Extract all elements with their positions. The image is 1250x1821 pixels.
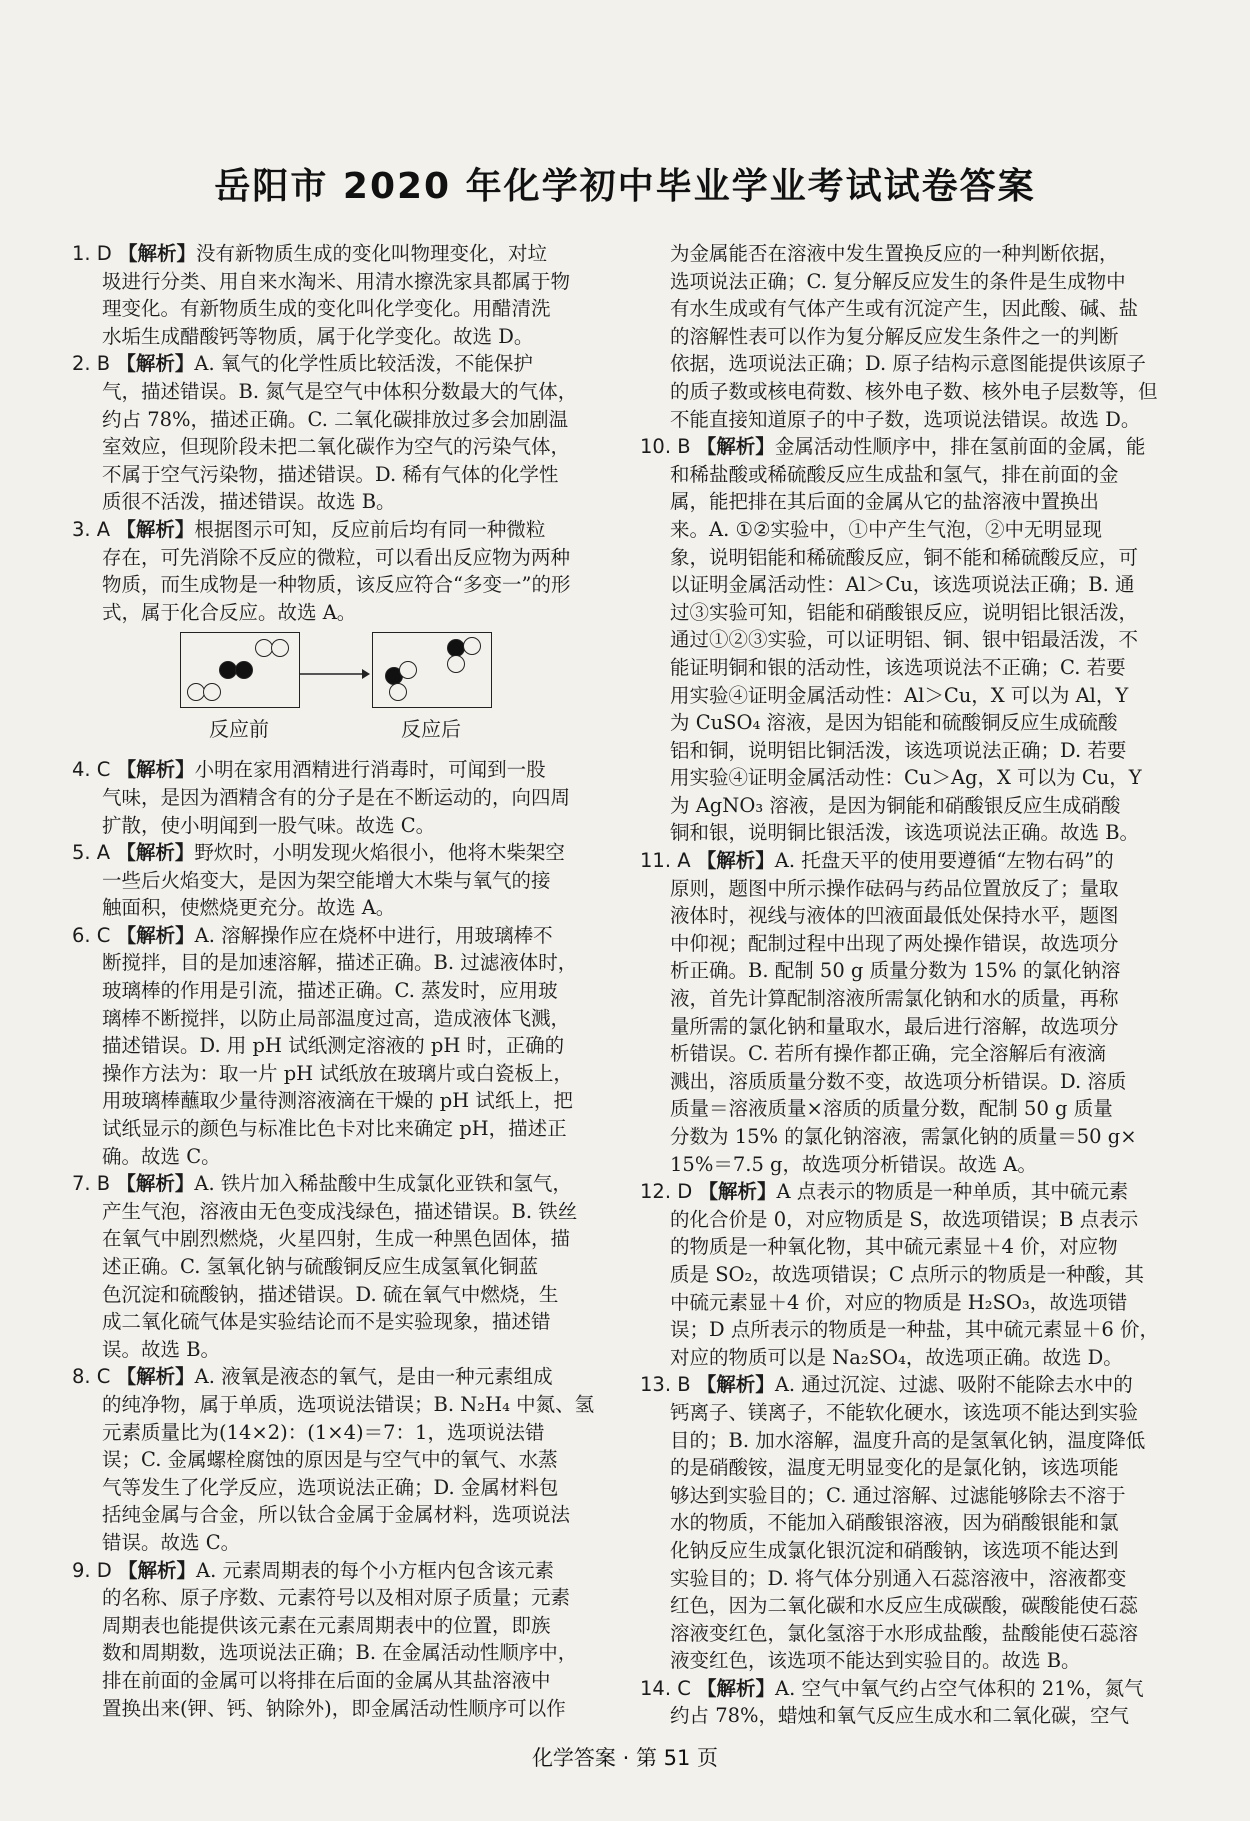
answer-text-line: 的质子数或核电荷数、核外电子数、核外电子层数等，但	[670, 379, 1158, 403]
analysis-tag: 【解析】	[118, 242, 197, 265]
answer-text-line: 气味，是因为酒精含有的分子是在不断运动的，向四周	[102, 785, 571, 809]
answer-number: 10. B	[640, 435, 691, 459]
answer-text-line: 的化合价是 0，对应物质是 S，故选项错误；B 点表示	[670, 1207, 1139, 1231]
answer-text-line: 中仰视；配制过程中出现了两处操作错误，故选项分	[670, 931, 1119, 955]
answer-text-line: 述正确。C. 氢氧化钠与硫酸铜反应生成氢氧化铜蓝	[102, 1255, 539, 1278]
page-title: 岳阳市 2020 年化学初中毕业学业考试试卷答案	[214, 166, 1036, 207]
answer-text-line: 15%＝7.5 g，故选项分析错误。故选 A。	[670, 1152, 1037, 1176]
answer-text-line: 一些后火焰变大，是因为架空能增大木柴与氧气的接	[102, 868, 551, 892]
answer-text-line: 不能直接知道原子的中子数，选项说法错误。故选 D。	[670, 407, 1141, 431]
answer-text-line: 扩散，使小明闻到一股气味。故选 C。	[102, 813, 436, 837]
right-column	[640, 240, 1165, 1730]
answer-item	[72, 1557, 598, 1585]
answer-number: 5. A	[72, 841, 111, 865]
answer-text-line: 析错误。C. 若所有操作都正确，完全溶解后有液滴	[670, 1042, 1107, 1066]
answer-text-line: 红色，因为二氧化碳和水反应生成碳酸，碳酸能使石蕊	[670, 1594, 1139, 1618]
answer-text-line: 圾进行分类、用自来水淘米、用清水擦洗家具都属于物	[102, 269, 571, 293]
answer-text-line: 依据，选项说法正确；D. 原子结构示意图能提供该原子	[670, 352, 1146, 376]
answer-text-line: 物质，而生成物是一种物质，该反应符合“多变一”的形	[102, 573, 571, 597]
answer-text-line: 室效应，但现阶段未把二氧化碳作为空气的污染气体，	[102, 435, 571, 459]
answer-text-line: 液变红色，该选项不能达到实验目的。故选 B。	[670, 1649, 1081, 1673]
answer-text-line: 色沉淀和硫酸钠，描述错误。D. 硫在氧气中燃烧，生	[102, 1282, 559, 1306]
answer-number: 11. A	[640, 849, 691, 873]
analysis-tag: 【解析】	[116, 517, 195, 541]
answer-text-line: 能证明铜和银的活动性，该选项说法不正确；C. 若要	[670, 655, 1126, 679]
answer-text-line: 产生气泡，溶液由无色变成浅绿色，描述错误。B. 铁丝	[102, 1199, 578, 1223]
answer-number: 3. A	[72, 517, 111, 541]
answer-text-line: 元素质量比为(14×2)：(1×4)＝7：1，选项说法错	[102, 1420, 545, 1444]
answer-text-line: 水的物质，不能加入硝酸银溶液，因为硝酸银能和氯	[670, 1511, 1119, 1535]
arrow-icon	[300, 668, 370, 680]
answer-text-line: 的纯净物，属于单质，选项说法错误；B. N₂H₄ 中氮、氢	[102, 1392, 595, 1416]
answer-number: 9. D	[72, 1558, 112, 1582]
answer-text-line: 用实验④证明金属活动性：Cu＞Ag，X 可以为 Cu，Y	[670, 766, 1142, 790]
answer-text-line: 过③实验可知，铝能和硝酸银反应，说明铝比银活泼，	[670, 600, 1139, 624]
white-atom	[271, 639, 289, 657]
page-footer: 化学答案 · 第 51 页	[531, 1746, 719, 1770]
answer-item	[72, 1363, 598, 1391]
analysis-tag: 【解析】	[116, 758, 195, 782]
answer-text-line: 排在前面的金属可以将排在后面的金属从其盐溶液中	[102, 1668, 551, 1692]
analysis-tag: 【解析】	[697, 1676, 776, 1700]
answer-text-line: 气等发生了化学反应，选项说法正确；D. 金属材料包	[102, 1475, 559, 1499]
answer-number: 6. C	[72, 923, 111, 947]
answer-text: A 点表示的物质是一种单质，其中硫元素	[776, 1180, 1129, 1204]
answer-text-line: 为金属能否在溶液中发生置换反应的一种判断依据，	[670, 242, 1119, 265]
answer-text: A. 托盘天平的使用要遵循“左物右码”的	[774, 849, 1114, 873]
answer-text-line: 试纸显示的颜色与标准比色卡对比来确定 pH，描述正	[102, 1117, 567, 1141]
answer-text: A. 通过沉淀、过滤、吸附不能除去水中的	[774, 1373, 1133, 1397]
answer-text-line: 质很不活泼，描述错误。故选 B。	[102, 490, 396, 514]
answer-text: 野炊时，小明发现火焰很小，他将木柴架空	[194, 841, 565, 865]
white-atom	[463, 637, 481, 655]
answer-number: 14. C	[640, 1676, 691, 1700]
answer-text-line: 溶液变红色，氯化氢溶于水形成盐酸，盐酸能使石蕊溶	[670, 1621, 1139, 1645]
answer-text: 没有新物质生成的变化叫物理变化，对垃	[196, 242, 548, 265]
answer-text: A. 空气中氧气约占空气体积的 21%，氮气	[775, 1676, 1144, 1700]
answer-text-line: 成二氧化硫气体是实验结论而不是实验现象，描述错	[102, 1310, 551, 1334]
analysis-tag: 【解析】	[116, 841, 195, 865]
answer-text-line: 置换出来(钾、钙、钠除外)，即金属活动性顺序可以作	[102, 1696, 566, 1720]
answer-text: A. 铁片加入稀盐酸中生成氯化亚铁和氢气，	[194, 1172, 572, 1196]
answer-text-line: 确。故选 C。	[102, 1144, 221, 1168]
answer-item	[640, 1371, 1165, 1399]
white-atom	[203, 683, 221, 701]
answer-text-line: 对应的物质可以是 Na₂SO₄，故选项正确。故选 D。	[670, 1345, 1123, 1369]
answer-text-line: 的物质是一种氧化物，其中硫元素显＋4 价，对应物	[670, 1235, 1118, 1259]
black-atom	[235, 661, 253, 679]
answer-text-line: 通过①②③实验，可以证明铝、铜、银中铝最活泼，不	[670, 628, 1139, 652]
answer-text-line: 式，属于化合反应。故选 A。	[102, 600, 357, 624]
answer-item	[640, 1178, 1165, 1206]
answer-text-line: 触面积，使燃烧更充分。故选 A。	[102, 896, 396, 920]
answer-text-line: 铜和银，说明铜比银活泼，该选项说法正确。故选 B。	[670, 821, 1140, 845]
answer-text-line: 的溶解性表可以作为复分解反应发生条件之一的判断	[670, 324, 1119, 348]
answer-text-line: 化钠反应生成氯化银沉淀和硝酸钠，该选项不能达到	[670, 1538, 1119, 1562]
reaction-diagram	[72, 632, 598, 750]
answer-text-line: 以证明金属活动性：Al＞Cu，该选项说法正确；B. 通	[670, 573, 1135, 597]
analysis-tag: 【解析】	[116, 1365, 195, 1389]
answer-text-line: 为 AgNO₃ 溶液，是因为铜能和硝酸银反应生成硝酸	[670, 793, 1121, 817]
white-atom	[447, 655, 465, 673]
answer-text-line: 误。故选 B。	[102, 1337, 221, 1361]
answer-text-line: 目的；B. 加水溶解，温度升高的是氢氧化钠，温度降低	[670, 1428, 1146, 1452]
analysis-tag: 【解析】	[696, 1373, 775, 1397]
answer-text-line: 误；D 点所表示的物质是一种盐，其中硫元素显＋6 价，	[670, 1318, 1159, 1342]
answer-text-line: 有水生成或有气体产生或有沉淀产生，因此酸、碱、盐	[670, 297, 1139, 321]
answer-text-line: 璃棒不断搅拌，以防止局部温度过高，造成液体飞溅，	[102, 1006, 571, 1030]
answer-text-line: 理变化。有新物质生成的变化叫化学变化。用醋清洗	[102, 297, 551, 321]
answer-text-line: 的名称、原子序数、元素符号以及相对原子质量；元素	[102, 1586, 571, 1610]
answer-number: 13. B	[640, 1373, 691, 1397]
left-column	[72, 240, 598, 1722]
answer-text-line: 操作方法为：取一片 pH 试纸放在玻璃片或白瓷板上，	[102, 1061, 573, 1085]
answer-text-line: 和稀盐酸或稀硫酸反应生成盐和氢气，排在前面的金	[670, 462, 1119, 486]
answer-text-line: 玻璃棒的作用是引流，描述正确。C. 蒸发时，应用玻	[102, 979, 558, 1003]
answer-text-line: 错误。故选 C。	[102, 1530, 241, 1554]
answer-text-line: 实验目的；D. 将气体分别通入石蕊溶液中，溶液都变	[670, 1566, 1127, 1590]
answer-text: A. 溶解操作应在烧杯中进行，用玻璃棒不	[194, 923, 553, 947]
answer-text-line: 象，说明铝能和稀硫酸反应，铜不能和稀硫酸反应，可	[670, 545, 1139, 569]
analysis-tag: 【解析】	[696, 849, 775, 873]
answer-text-line: 分数为 15% 的氯化钠溶液，需氯化钠的质量＝50 g×	[670, 1125, 1137, 1148]
answer-item	[72, 922, 598, 950]
answer-text-line: 用实验④证明金属活动性：Al＞Cu，X 可以为 Al，Y	[670, 683, 1129, 707]
answer-text-line: 周期表也能提供该元素在元素周期表中的位置，即族	[102, 1613, 551, 1637]
answer-text-line: 括纯金属与合金，所以钛合金属于金属材料，选项说法	[102, 1503, 571, 1527]
answer-text-line: 在氧气中剧烈燃烧，火星四射，生成一种黑色固体，描	[102, 1227, 571, 1251]
answer-text-line: 原则，题图中所示操作砝码与药品位置放反了；量取	[670, 876, 1119, 900]
answer-text-line: 质量＝溶液质量×溶质的质量分数，配制 50 g 质量	[670, 1097, 1113, 1121]
answer-number: 2. B	[72, 352, 111, 376]
answer-text-line: 的是硝酸铵，温度无明显变化的是氯化钠，该选项能	[670, 1456, 1119, 1480]
answer-item	[72, 516, 598, 544]
answer-item	[72, 839, 598, 867]
answer-text: 金属活动性顺序中，排在氢前面的金属，能	[774, 435, 1146, 459]
answer-text-line: 约占 78%，蜡烛和氧气反应生成水和二氧化碳，空气	[670, 1704, 1130, 1728]
analysis-tag: 【解析】	[116, 923, 195, 947]
answer-text: A. 氧气的化学性质比较活泼，不能保护	[194, 352, 533, 376]
after-label: 反应后	[401, 717, 461, 742]
answer-text: 根据图示可知，反应前后均有同一种微粒	[194, 517, 546, 541]
answer-text-line: 数和周期数，选项说法正确；B. 在金属活动性顺序中，	[102, 1641, 578, 1665]
answer-item	[72, 1170, 598, 1198]
answer-text-line: 析正确。B. 配制 50 g 质量分数为 15% 的氯化钠溶	[670, 959, 1121, 983]
answer-text-line: 断搅拌，目的是加速溶解，描述正确。B. 过滤液体时，	[102, 951, 578, 975]
analysis-tag: 【解析】	[696, 435, 775, 459]
answer-item	[640, 433, 1165, 461]
answer-item	[72, 350, 598, 378]
analysis-tag: 【解析】	[698, 1180, 777, 1204]
answer-item	[640, 847, 1165, 875]
answer-text-line: 不属于空气污染物，描述错误。D. 稀有气体的化学性	[102, 462, 559, 486]
answer-number: 4. C	[72, 758, 111, 782]
analysis-tag: 【解析】	[116, 352, 195, 376]
answer-text-line: 约占 78%，描述正确。C. 二氧化碳排放过多会加剧温	[102, 407, 569, 431]
after-box	[372, 632, 492, 708]
answer-text-line: 量所需的氯化钠和量取水，最后进行溶解，故选项分	[670, 1014, 1119, 1038]
answer-text-line: 为 CuSO₄ 溶液，是因为铝能和硫酸铜反应生成硫酸	[670, 711, 1118, 735]
answer-item	[72, 756, 598, 784]
answer-text-line: 溅出，溶质质量分数不变，故选项分析错误。D. 溶质	[670, 1069, 1127, 1093]
answer-number: 8. C	[72, 1365, 111, 1389]
answer-text-line: 液，首先计算配制溶液所需氯化钠和水的质量，再称	[670, 987, 1119, 1011]
answer-text-line: 钙离子、镁离子，不能软化硬水，该选项不能达到实验	[670, 1400, 1139, 1424]
answer-text-line: 够达到实验目的；C. 通过溶解、过滤能够除去不溶于	[670, 1483, 1126, 1507]
answer-text-line: 质是 SO₂，故选项错误；C 点所示的物质是一种酸，其	[670, 1262, 1144, 1286]
answer-text: A. 液氧是液态的氧气，是由一种元素组成	[194, 1365, 553, 1389]
analysis-tag: 【解析】	[118, 1558, 197, 1582]
answer-item	[640, 1675, 1165, 1703]
answer-text-line: 中硫元素显＋4 价，对应的物质是 H₂SO₃，故选项错	[670, 1290, 1128, 1314]
before-label: 反应前	[209, 717, 269, 742]
white-atom	[399, 661, 417, 679]
answer-text-line: 水垢生成醋酸钙等物质，属于化学变化。故选 D。	[102, 324, 534, 348]
answer-text-line: 选项说法正确；C. 复分解反应发生的条件是生成物中	[670, 269, 1126, 293]
answer-text: 小明在家用酒精进行消毒时，可闻到一股	[194, 758, 546, 782]
answer-item	[72, 240, 598, 268]
answer-text: A. 元素周期表的每个小方框内包含该元素	[196, 1558, 555, 1582]
before-box	[180, 632, 300, 708]
white-atom	[389, 683, 407, 701]
answer-text-line: 属，能把排在其后面的金属从它的盐溶液中置换出	[670, 490, 1100, 514]
answer-text-line: 存在，可先消除不反应的微粒，可以看出反应物为两种	[102, 545, 571, 569]
analysis-tag: 【解析】	[116, 1172, 195, 1196]
answer-text-line: 铝和铜，说明铝比铜活泼，该选项说法正确；D. 若要	[670, 738, 1127, 762]
answer-text-line: 描述错误。D. 用 pH 试纸测定溶液的 pH 时，正确的	[102, 1034, 565, 1058]
answer-text-line: 气，描述错误。B. 氮气是空气中体积分数最大的气体，	[102, 379, 578, 403]
answer-number: 1. D	[72, 242, 112, 265]
answer-number: 12. D	[640, 1180, 693, 1204]
answer-text-line: 用玻璃棒蘸取少量待测溶液滴在干燥的 pH 试纸上，把	[102, 1089, 573, 1113]
answer-text-line: 误；C. 金属螺栓腐蚀的原因是与空气中的氧气、水蒸	[102, 1448, 558, 1472]
answer-text-line: 来。A. ①②实验中，①中产生气泡，②中无明显现	[670, 517, 1102, 541]
answer-number: 7. B	[72, 1172, 111, 1196]
answer-text-line: 液体时，视线与液体的凹液面最低处保持水平，题图	[670, 904, 1119, 928]
